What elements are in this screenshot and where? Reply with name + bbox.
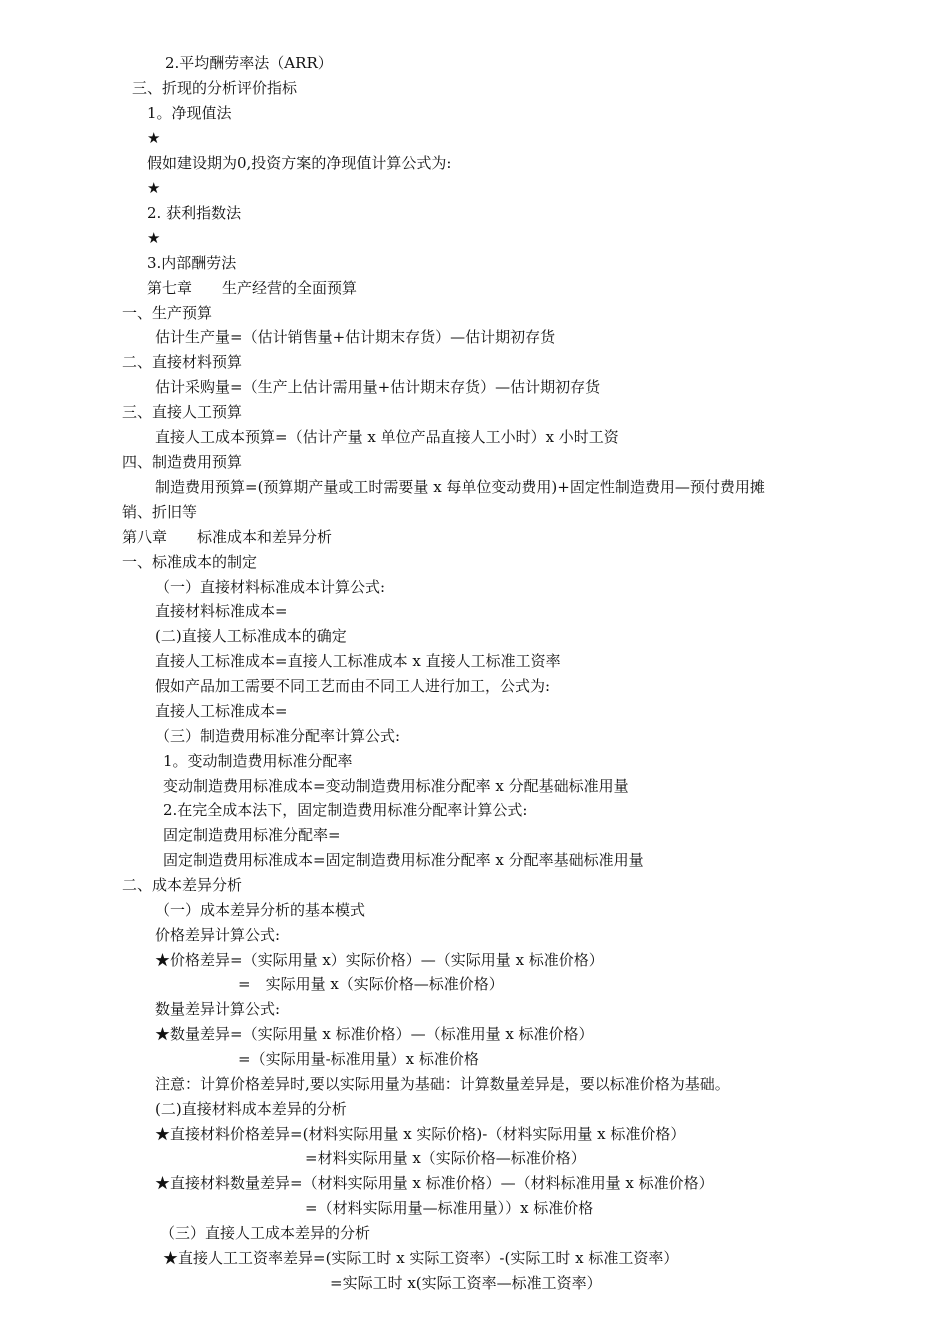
subsection-heading: （三）制造费用标准分配率计算公式: [155, 727, 401, 745]
formula-line: ★直接材料价格差异=(材料实际用量 x 实际价格)-（材料实际用量 x 标准价格） [155, 1125, 686, 1143]
star-marker: ★ [147, 229, 161, 247]
section-heading: 四、制造费用预算 [122, 453, 243, 471]
text-line: 2.平均酬劳率法（ARR） [165, 54, 333, 72]
star-marker: ★ [147, 179, 161, 197]
section-heading: 一、生产预算 [122, 304, 213, 322]
formula-line: 固定制造费用标准分配率= [163, 826, 341, 844]
text-line: 数量差异计算公式: [155, 1000, 281, 1018]
section-heading: 二、成本差异分析 [122, 876, 243, 894]
formula-line: 直接人工成本预算=（估计产量 x 单位产品直接人工小时）x 小时工资 [155, 428, 619, 446]
formula-continuation: = 实际用量 x（实际价格—标准价格） [238, 975, 504, 993]
note-line: 注意：计算价格差异时,要以实际用量为基础：计算数量差异是，要以标准价格为基础。 [155, 1075, 730, 1093]
formula-line: 变动制造费用标准成本=变动制造费用标准分配率 x 分配基础标准用量 [163, 777, 629, 795]
formula-line: 估计采购量=（生产上估计需用量+估计期末存货）—估计期初存货 [155, 378, 601, 396]
formula-continuation: =材料实际用量 x（实际价格—标准价格） [305, 1149, 586, 1167]
text-line: 1。净现值法 [147, 104, 232, 122]
formula-line: 直接人工标准成本= [155, 702, 288, 720]
formula-continuation: =实际工时 x(实际工资率—标准工资率） [330, 1274, 602, 1292]
subsection-heading: (二)直接材料成本差异的分析 [155, 1100, 347, 1118]
formula-continuation: =（材料实际用量—标准用量））x 标准价格 [305, 1199, 594, 1217]
formula-line: 估计生产量=（估计销售量+估计期末存货）—估计期初存货 [155, 328, 556, 346]
section-heading: 二、直接材料预算 [122, 353, 243, 371]
formula-line: ★直接人工工资率差异=(实际工时 x 实际工资率）-(实际工时 x 标准工资率） [163, 1249, 679, 1267]
subsection-heading: （一）直接材料标准成本计算公式: [155, 578, 386, 596]
text-line: 2. 获利指数法 [147, 204, 242, 222]
formula-continuation: =（实际用量-标准用量）x 标准价格 [238, 1050, 479, 1068]
formula-line: 固定制造费用标准成本=固定制造费用标准分配率 x 分配率基础标准用量 [163, 851, 644, 869]
text-line: 2.在完全成本法下，固定制造费用标准分配率计算公式: [163, 801, 528, 819]
text-line: 假如产品加工需要不同工艺而由不同工人进行加工，公式为: [155, 677, 551, 695]
formula-line: 直接人工标准成本=直接人工标准成本 x 直接人工标准工资率 [155, 652, 561, 670]
subsection-heading: (二)直接人工标准成本的确定 [155, 627, 347, 645]
chapter-heading: 第八章 标准成本和差异分析 [122, 528, 333, 546]
formula-line: ★直接材料数量差异=（材料实际用量 x 标准价格）—（材料标准用量 x 标准价格） [155, 1174, 714, 1192]
formula-line: 制造费用预算=(预算期产量或工时需要量 x 每单位变动费用)+固定性制造费用—预付费用摊 [155, 478, 765, 496]
text-line: 3.内部酬劳法 [147, 254, 237, 272]
section-heading: 三、折现的分析评价指标 [132, 79, 298, 97]
formula-line: 直接材料标准成本= [155, 602, 288, 620]
subsection-heading: （三）直接人工成本差异的分析 [160, 1224, 371, 1242]
chapter-heading: 第七章 生产经营的全面预算 [147, 279, 358, 297]
subsection-heading: （一）成本差异分析的基本模式 [155, 901, 366, 919]
section-heading: 一、标准成本的制定 [122, 553, 258, 571]
star-marker: ★ [147, 129, 161, 147]
section-heading: 三、直接人工预算 [122, 403, 243, 421]
text-line: 1。变动制造费用标准分配率 [163, 752, 353, 770]
text-line: 假如建设期为0,投资方案的净现值计算公式为: [147, 154, 452, 172]
text-line: 销、折旧等 [122, 503, 198, 521]
formula-line: ★数量差异=（实际用量 x 标准价格）—（标准用量 x 标准价格） [155, 1025, 594, 1043]
text-line: 价格差异计算公式: [155, 926, 281, 944]
formula-line: ★价格差异=（实际用量 x）实际价格）—（实际用量 x 标准价格） [155, 951, 604, 969]
